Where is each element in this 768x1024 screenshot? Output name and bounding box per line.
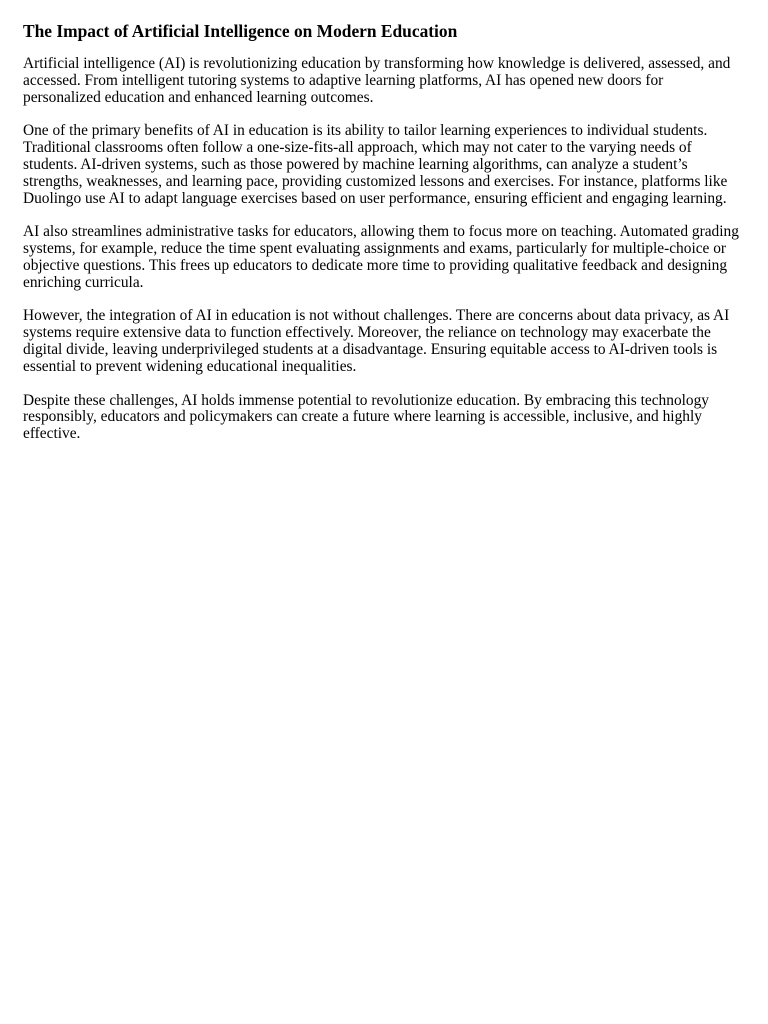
paragraph-conclusion: Despite these challenges, AI holds immense potential to revolutionize education. By embracing this technology responsibly, educators and policymakers can create a future where learning is accessible, inclusive, and highly effective.	[23, 391, 709, 443]
paragraph-introduction: Artificial intelligence (AI) is revolutionizing education by transforming how knowledge is delivered, assessed, and accessed. From intelligent tutoring systems to adaptive learning platforms, AI has opened new doors for personalized education and enhanced learning outcomes.	[23, 55, 731, 106]
paragraph-challenges: However, the integration of AI in education is not without challenges. There are concerns about data privacy, as AI systems require extensive data to function effectively. Moreover, the reliance on technology may exacerbate the digital divide, leaving underprivileged students at a disadvantage. Ensuring equitable access to AI-driven tools is essential to prevent widening educational inequalities.	[23, 307, 730, 376]
paragraph-administrative-tasks: AI also streamlines administrative tasks for educators, allowing them to focus more on teaching. Automated grading systems, for example, reduce the time spent evaluating assignments and exams, particularly for multiple-choice or objective questions. This frees up educators to dedicate more time to providing qualitative feedback and designing enriching curricula.	[23, 223, 739, 291]
paragraph-personalized-learning: One of the primary benefits of AI in education is its ability to tailor learning experiences to individual students. Traditional classrooms often follow a one-size-fits-all approach, which may not cater to the varying needs of students. AI-driven systems, such as those powered by machine learning algorithms, can analyze a student’s strengths, weaknesses, and learning pace, providing customized lessons and exercises. For instance, platforms like Duolingo use AI to adapt language exercises based on user performance, ensuring efficient and engaging learning.	[23, 122, 728, 207]
document-page	[0, 0, 768, 443]
document-title: The Impact of Artificial Intelligence on Modern Education	[23, 21, 458, 41]
